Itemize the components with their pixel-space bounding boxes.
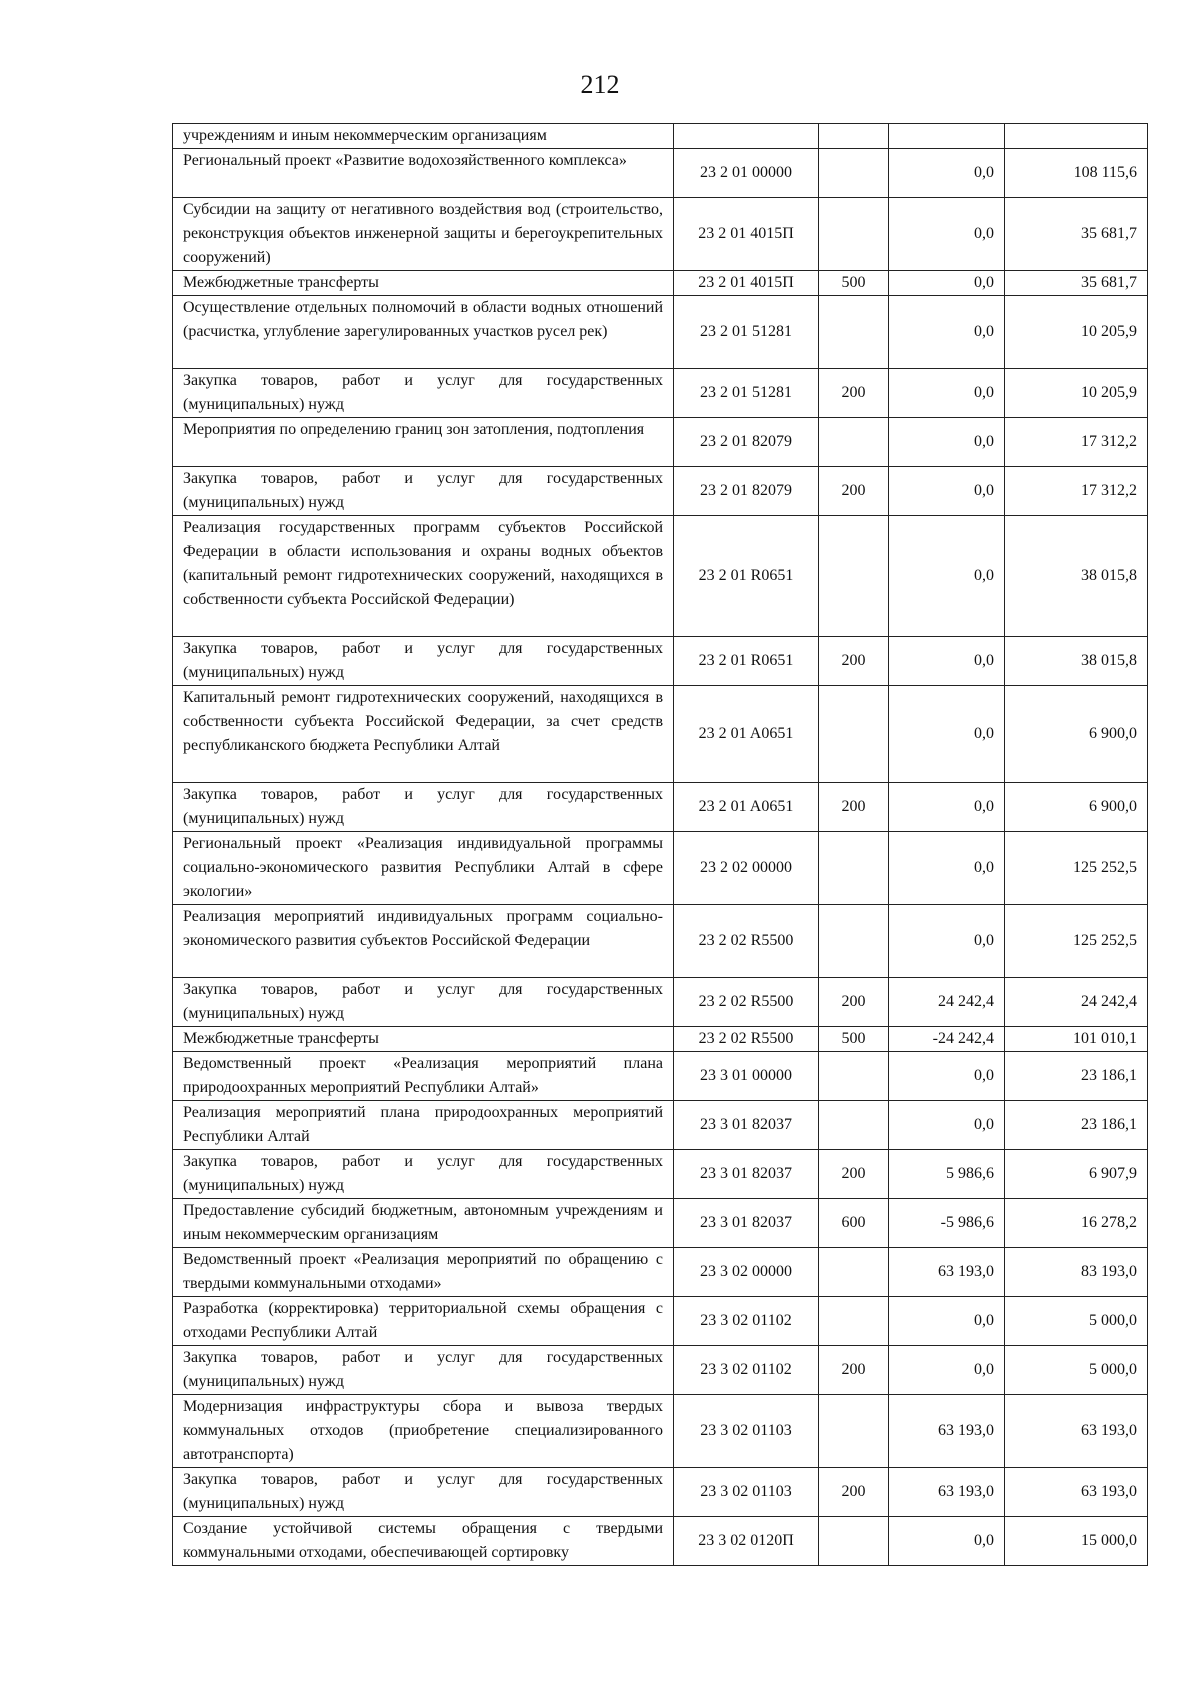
row-change-amount-cell: 0,0 xyxy=(889,1346,1005,1395)
row-change-amount-cell: 0,0 xyxy=(889,271,1005,296)
row-change-amount-cell: 0,0 xyxy=(889,467,1005,516)
row-change-amount-cell: 0,0 xyxy=(889,418,1005,467)
row-total-amount-cell: 6 900,0 xyxy=(1005,686,1148,783)
row-name-cell: Межбюджетные трансферты xyxy=(173,271,674,296)
row-change-amount-cell: 63 193,0 xyxy=(889,1468,1005,1517)
row-expense-type-cell xyxy=(819,832,889,905)
row-name-cell: Капитальный ремонт гидротехнических сооружений, находящихся в собственности субъекта Российской Федерации, за счет средств республиканского бюджета Республики Алтай xyxy=(173,686,674,783)
row-total-amount-cell: 63 193,0 xyxy=(1005,1468,1148,1517)
row-total-amount-cell: 23 186,1 xyxy=(1005,1101,1148,1150)
row-change-amount-cell: 0,0 xyxy=(889,1297,1005,1346)
row-code-cell: 23 3 01 00000 xyxy=(674,1052,819,1101)
row-code-cell: 23 3 01 82037 xyxy=(674,1150,819,1199)
table-row xyxy=(173,1052,1148,1101)
row-expense-type-cell: 200 xyxy=(819,783,889,832)
row-expense-type-cell xyxy=(819,905,889,978)
table-row xyxy=(173,978,1148,1027)
table-row xyxy=(173,1395,1148,1468)
row-expense-type-cell: 200 xyxy=(819,1346,889,1395)
table-row xyxy=(173,296,1148,369)
row-expense-type-cell xyxy=(819,1297,889,1346)
row-code-cell: 23 3 02 00000 xyxy=(674,1248,819,1297)
row-total-amount-cell: 35 681,7 xyxy=(1005,271,1148,296)
row-code-cell: 23 2 01 82079 xyxy=(674,467,819,516)
row-code-cell: 23 2 01 R0651 xyxy=(674,516,819,637)
row-name-cell: Осуществление отдельных полномочий в области водных отношений (расчистка, углубление зарегулированных участков русел рек) xyxy=(173,296,674,369)
row-total-amount-cell: 17 312,2 xyxy=(1005,418,1148,467)
row-name-cell: Создание устойчивой системы обращения с твердыми коммунальными отходами, обеспечивающей сортировку xyxy=(173,1517,674,1566)
row-code-cell xyxy=(674,124,819,149)
row-expense-type-cell xyxy=(819,198,889,271)
row-name-cell: Субсидии на защиту от негативного воздействия вод (строительство, реконструкция объектов инженерной защиты и берегоукрепительных сооружений) xyxy=(173,198,674,271)
table-row xyxy=(173,369,1148,418)
row-change-amount-cell: 63 193,0 xyxy=(889,1248,1005,1297)
row-expense-type-cell: 200 xyxy=(819,369,889,418)
row-change-amount-cell: 0,0 xyxy=(889,832,1005,905)
row-change-amount-cell: 0,0 xyxy=(889,1517,1005,1566)
row-code-cell: 23 2 02 00000 xyxy=(674,832,819,905)
row-code-cell: 23 2 01 4015П xyxy=(674,271,819,296)
row-total-amount-cell: 6 900,0 xyxy=(1005,783,1148,832)
row-change-amount-cell: 0,0 xyxy=(889,296,1005,369)
row-change-amount-cell: 24 242,4 xyxy=(889,978,1005,1027)
row-total-amount-cell: 17 312,2 xyxy=(1005,467,1148,516)
row-name-cell: Предоставление субсидий бюджетным, автономным учреждениям и иным некоммерческим организациям xyxy=(173,1199,674,1248)
row-code-cell: 23 2 01 00000 xyxy=(674,149,819,198)
row-code-cell: 23 3 02 01102 xyxy=(674,1297,819,1346)
row-total-amount-cell: 101 010,1 xyxy=(1005,1027,1148,1052)
table-row xyxy=(173,467,1148,516)
row-total-amount-cell: 10 205,9 xyxy=(1005,296,1148,369)
row-expense-type-cell xyxy=(819,1517,889,1566)
row-total-amount-cell: 83 193,0 xyxy=(1005,1248,1148,1297)
row-name-cell: Закупка товаров, работ и услуг для государственных (муниципальных) нужд xyxy=(173,978,674,1027)
row-code-cell: 23 2 01 51281 xyxy=(674,296,819,369)
row-total-amount-cell: 38 015,8 xyxy=(1005,637,1148,686)
row-code-cell: 23 3 02 0120П xyxy=(674,1517,819,1566)
row-code-cell: 23 2 01 R0651 xyxy=(674,637,819,686)
row-total-amount-cell xyxy=(1005,124,1148,149)
row-change-amount-cell: 0,0 xyxy=(889,1052,1005,1101)
row-change-amount-cell: 5 986,6 xyxy=(889,1150,1005,1199)
row-code-cell: 23 3 01 82037 xyxy=(674,1199,819,1248)
row-change-amount-cell: 0,0 xyxy=(889,516,1005,637)
row-name-cell: Закупка товаров, работ и услуг для государственных (муниципальных) нужд xyxy=(173,783,674,832)
row-change-amount-cell: 0,0 xyxy=(889,686,1005,783)
table-row xyxy=(173,783,1148,832)
row-code-cell: 23 2 01 4015П xyxy=(674,198,819,271)
row-expense-type-cell xyxy=(819,149,889,198)
row-name-cell: Ведомственный проект «Реализация мероприятий плана природоохранных мероприятий Республики Алтай» xyxy=(173,1052,674,1101)
row-name-cell: Закупка товаров, работ и услуг для государственных (муниципальных) нужд xyxy=(173,467,674,516)
row-expense-type-cell: 500 xyxy=(819,1027,889,1052)
row-total-amount-cell: 5 000,0 xyxy=(1005,1297,1148,1346)
table-row xyxy=(173,1346,1148,1395)
row-expense-type-cell: 200 xyxy=(819,1468,889,1517)
row-code-cell: 23 2 02 R5500 xyxy=(674,978,819,1027)
row-total-amount-cell: 125 252,5 xyxy=(1005,832,1148,905)
table-row xyxy=(173,832,1148,905)
row-name-cell: Разработка (корректировка) территориальной схемы обращения с отходами Республики Алтай xyxy=(173,1297,674,1346)
table-row xyxy=(173,1150,1148,1199)
row-expense-type-cell xyxy=(819,296,889,369)
row-expense-type-cell xyxy=(819,516,889,637)
row-name-cell: Региональный проект «Развитие водохозяйственного комплекса» xyxy=(173,149,674,198)
budget-table xyxy=(172,123,1148,1566)
row-name-cell: Ведомственный проект «Реализация мероприятий по обращению с твердыми коммунальными отходами» xyxy=(173,1248,674,1297)
row-change-amount-cell: 0,0 xyxy=(889,637,1005,686)
table-row xyxy=(173,1101,1148,1150)
row-name-cell: Реализация государственных программ субъектов Российской Федерации в области использования и охраны водных объектов (капитальный ремонт гидротехнических сооружений, находящихся в собственности субъекта Российской Федерации) xyxy=(173,516,674,637)
row-code-cell: 23 3 01 82037 xyxy=(674,1101,819,1150)
row-total-amount-cell: 24 242,4 xyxy=(1005,978,1148,1027)
row-code-cell: 23 2 02 R5500 xyxy=(674,905,819,978)
row-change-amount-cell: 0,0 xyxy=(889,1101,1005,1150)
row-change-amount-cell: 0,0 xyxy=(889,905,1005,978)
row-name-cell: Мероприятия по определению границ зон затопления, подтопления xyxy=(173,418,674,467)
row-change-amount-cell: 0,0 xyxy=(889,783,1005,832)
table-row xyxy=(173,271,1148,296)
row-expense-type-cell xyxy=(819,1101,889,1150)
row-total-amount-cell: 125 252,5 xyxy=(1005,905,1148,978)
row-name-cell: Закупка товаров, работ и услуг для государственных (муниципальных) нужд xyxy=(173,1150,674,1199)
row-code-cell: 23 2 01 51281 xyxy=(674,369,819,418)
row-expense-type-cell: 200 xyxy=(819,1150,889,1199)
row-name-cell: учреждениям и иным некоммерческим организациям xyxy=(173,124,674,149)
row-name-cell: Региональный проект «Реализация индивидуальной программы социально-экономического развития Республики Алтай в сфере экологии» xyxy=(173,832,674,905)
row-total-amount-cell: 23 186,1 xyxy=(1005,1052,1148,1101)
row-name-cell: Межбюджетные трансферты xyxy=(173,1027,674,1052)
table-row xyxy=(173,124,1148,149)
row-code-cell: 23 2 01 82079 xyxy=(674,418,819,467)
row-code-cell: 23 2 01 A0651 xyxy=(674,686,819,783)
row-total-amount-cell: 35 681,7 xyxy=(1005,198,1148,271)
table-row xyxy=(173,516,1148,637)
row-total-amount-cell: 15 000,0 xyxy=(1005,1517,1148,1566)
row-change-amount-cell xyxy=(889,124,1005,149)
row-name-cell: Закупка товаров, работ и услуг для государственных (муниципальных) нужд xyxy=(173,1346,674,1395)
table-row xyxy=(173,1297,1148,1346)
row-total-amount-cell: 5 000,0 xyxy=(1005,1346,1148,1395)
budget-table-body xyxy=(173,124,1148,1566)
row-expense-type-cell xyxy=(819,418,889,467)
row-expense-type-cell xyxy=(819,686,889,783)
row-code-cell: 23 3 02 01103 xyxy=(674,1468,819,1517)
row-expense-type-cell: 200 xyxy=(819,467,889,516)
row-total-amount-cell: 108 115,6 xyxy=(1005,149,1148,198)
row-expense-type-cell: 600 xyxy=(819,1199,889,1248)
row-total-amount-cell: 6 907,9 xyxy=(1005,1150,1148,1199)
row-total-amount-cell: 63 193,0 xyxy=(1005,1395,1148,1468)
table-row xyxy=(173,418,1148,467)
row-name-cell: Реализация мероприятий плана природоохранных мероприятий Республики Алтай xyxy=(173,1101,674,1150)
row-change-amount-cell: 0,0 xyxy=(889,198,1005,271)
table-row xyxy=(173,149,1148,198)
page-number: 212 xyxy=(580,70,620,99)
row-expense-type-cell: 200 xyxy=(819,978,889,1027)
row-name-cell: Закупка товаров, работ и услуг для государственных (муниципальных) нужд xyxy=(173,369,674,418)
row-code-cell: 23 2 01 A0651 xyxy=(674,783,819,832)
row-name-cell: Закупка товаров, работ и услуг для государственных (муниципальных) нужд xyxy=(173,1468,674,1517)
row-total-amount-cell: 10 205,9 xyxy=(1005,369,1148,418)
row-expense-type-cell xyxy=(819,1052,889,1101)
row-expense-type-cell: 500 xyxy=(819,271,889,296)
table-row xyxy=(173,1027,1148,1052)
table-row xyxy=(173,1248,1148,1297)
row-change-amount-cell: 0,0 xyxy=(889,369,1005,418)
row-name-cell: Реализация мероприятий индивидуальных программ социально-экономического развития субъектов Российской Федерации xyxy=(173,905,674,978)
row-expense-type-cell xyxy=(819,124,889,149)
row-code-cell: 23 3 02 01103 xyxy=(674,1395,819,1468)
row-code-cell: 23 2 02 R5500 xyxy=(674,1027,819,1052)
table-row xyxy=(173,1199,1148,1248)
row-expense-type-cell xyxy=(819,1395,889,1468)
row-expense-type-cell xyxy=(819,1248,889,1297)
table-row xyxy=(173,905,1148,978)
table-row xyxy=(173,198,1148,271)
row-change-amount-cell: -24 242,4 xyxy=(889,1027,1005,1052)
table-row xyxy=(173,1517,1148,1566)
row-change-amount-cell: -5 986,6 xyxy=(889,1199,1005,1248)
row-change-amount-cell: 63 193,0 xyxy=(889,1395,1005,1468)
row-name-cell: Модернизация инфраструктуры сбора и вывоза твердых коммунальных отходов (приобретение специализированного автотранспорта) xyxy=(173,1395,674,1468)
row-expense-type-cell: 200 xyxy=(819,637,889,686)
row-name-cell: Закупка товаров, работ и услуг для государственных (муниципальных) нужд xyxy=(173,637,674,686)
row-total-amount-cell: 16 278,2 xyxy=(1005,1199,1148,1248)
table-row xyxy=(173,686,1148,783)
table-row xyxy=(173,1468,1148,1517)
row-total-amount-cell: 38 015,8 xyxy=(1005,516,1148,637)
row-change-amount-cell: 0,0 xyxy=(889,149,1005,198)
table-row xyxy=(173,637,1148,686)
row-code-cell: 23 3 02 01102 xyxy=(674,1346,819,1395)
